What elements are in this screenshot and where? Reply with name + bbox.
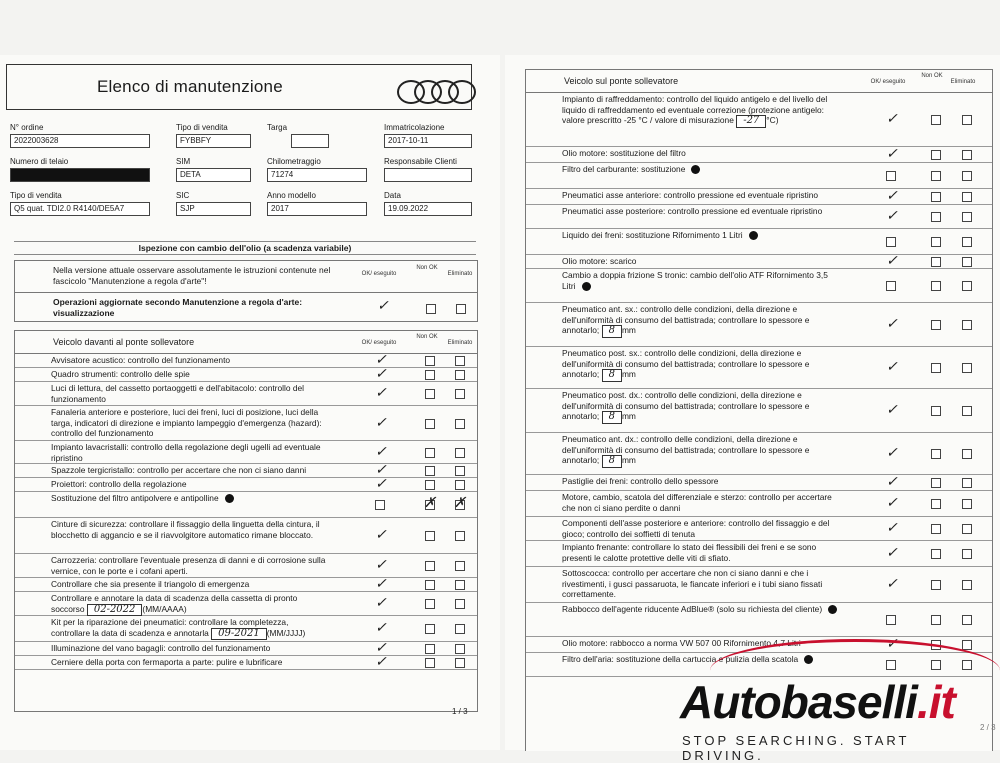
checklist-row <box>526 432 992 475</box>
check-mark: ✓ <box>886 445 898 461</box>
notice-text: Nella versione attuale osservare assolutamente le istruzioni contenute nel fascicolo "Manutenzione a regola d'arte"! <box>53 265 331 286</box>
checklist-row <box>15 577 477 592</box>
checklist-row <box>15 440 477 464</box>
checklist-item-label: Cerniere della porta con fermaporta a parte: pulire e lubrificare <box>51 657 283 667</box>
unit-label: mm <box>621 369 636 379</box>
checkbox[interactable] <box>931 524 941 534</box>
page-title: Elenco di manutenzione <box>97 77 283 96</box>
handwritten-value: 02-2022 <box>87 604 143 617</box>
check-mark: ✓ <box>375 385 387 401</box>
field-order-number: N° ordine 2022003628 <box>10 123 150 148</box>
inspection-bar: Ispezione con cambio dell'olio (a scadenza variabile) <box>14 241 476 255</box>
checkbox[interactable] <box>962 257 972 267</box>
check-mark: ✓ <box>375 527 387 543</box>
bullet-dot-icon <box>691 165 700 174</box>
checkbox[interactable] <box>931 171 941 181</box>
checklist-item-label: Pneumatico ant. sx.: controllo delle condizioni, della direzione e dell'uniformità di consumo del battistrada; controllare lo spessore e annotarlo; 8 mm <box>562 304 810 336</box>
redacted-chassis <box>10 168 150 182</box>
check-mark: ✓ <box>886 576 898 592</box>
checklist-row <box>526 204 992 229</box>
checklist-row <box>15 353 477 368</box>
unit-label: mm <box>621 325 636 335</box>
check-mark: ✓ <box>886 208 898 224</box>
field-plate: Targa <box>267 123 367 148</box>
checklist-row <box>526 92 992 147</box>
checklist-item-label: Liquido dei freni: sostituzione Rifornimento 1 Litri <box>562 230 842 241</box>
col-ok: OK/ eseguito <box>361 271 397 277</box>
checkbox[interactable] <box>455 644 465 654</box>
checklist-item-label: Controllare che sia presente il triangolo di emergenza <box>51 579 250 589</box>
bullet-dot-icon <box>582 282 591 291</box>
handwritten-value: 8 <box>602 455 622 468</box>
check-mark: ✓ <box>375 415 387 431</box>
checklist-row <box>526 162 992 189</box>
checkbox[interactable] <box>456 304 466 314</box>
checkbox[interactable] <box>455 599 465 609</box>
checklist-item-label: Illuminazione del vano bagagli: controllo del funzionamento <box>51 643 271 653</box>
checkbox[interactable] <box>931 237 941 247</box>
field-sale-type: Tipo di vendita FYBBFY <box>176 123 251 148</box>
checklist-item-label: Pneumatico post. dx.: controllo delle condizioni, della direzione e dell'uniformità di consumo del battistrada; controllare lo spessore e annotarlo; 8 mm <box>562 390 810 422</box>
checkbox[interactable] <box>425 356 435 366</box>
front-section-title: Veicolo davanti al ponte sollevatore <box>53 337 195 347</box>
checklist-row <box>15 615 477 642</box>
field-model-year: Anno modello 2017 <box>267 191 367 216</box>
checklist-item-label: Controllare e annotare la data di scadenza della cassetta di pronto soccorso 02-2022 (MM/AAAA) <box>51 593 298 615</box>
checkbox[interactable] <box>931 192 941 202</box>
checkbox[interactable] <box>931 615 941 625</box>
checkbox[interactable] <box>962 499 972 509</box>
handwritten-value: 8 <box>602 325 622 338</box>
check-mark: ✓ <box>375 620 387 636</box>
checklist-row <box>526 388 992 433</box>
checklist-row <box>526 540 992 567</box>
checkbox[interactable] <box>425 580 435 590</box>
checklist-row <box>526 254 992 269</box>
check-mark: ✓ <box>375 476 387 492</box>
checkbox[interactable] <box>962 115 972 125</box>
checklist-row <box>15 553 477 578</box>
bullet-dot-icon <box>749 231 758 240</box>
audi-logo-icon <box>397 80 481 108</box>
checklist-item-label: Impianto frenante: controllare lo stato dei flessibili dei freni e se sono presenti le calotte protettive delle viti di sfiato. <box>562 542 817 563</box>
check-mark: ✓ <box>375 557 387 573</box>
checkbox[interactable] <box>962 281 972 291</box>
notice-box <box>14 260 478 322</box>
page-number: 1 / 3 <box>452 707 468 716</box>
checklist-item-label: Carrozzeria: controllare l'eventuale presenza di danni e di corrosione sulla vernice, con le porte e i cofani aperti. <box>51 555 326 576</box>
checkbox[interactable] <box>886 171 896 181</box>
checkbox[interactable] <box>962 150 972 160</box>
check-mark: ✓ <box>886 188 898 204</box>
checkbox[interactable] <box>886 281 896 291</box>
checkbox[interactable] <box>962 171 972 181</box>
checklist-row <box>526 228 992 255</box>
checklist-row <box>526 602 992 637</box>
check-mark: ✓ <box>375 352 387 368</box>
checkbox[interactable] <box>425 370 435 380</box>
field-mileage: Chilometraggio 71274 <box>267 157 367 182</box>
checklist-item-label: Pneumatico ant. dx.: controllo delle condizioni, della direzione e dell'uniformità di consumo del battistrada; controllare lo spessore e annotarlo; 8 mm <box>562 434 810 466</box>
checkbox[interactable] <box>931 150 941 160</box>
checkbox[interactable] <box>455 580 465 590</box>
checkbox[interactable] <box>425 389 435 399</box>
checklist-item-label: Filtro dell'aria: sostituzione della cartuccia e pulizia della scatola <box>562 654 842 665</box>
check-mark: ✓ <box>886 636 898 652</box>
check-mark: ✓ <box>886 316 898 332</box>
field-model: Tipo di vendita Q5 quat. TDI2.0 R4140/DE5A7 <box>10 191 150 216</box>
checkbox[interactable] <box>455 658 465 668</box>
checkbox[interactable] <box>425 466 435 476</box>
check-mark: ✓ <box>375 462 387 478</box>
checklist-item-label: Cambio a doppia frizione S tronic: cambio dell'olio ATF Rifornimento 3,5 Litri <box>562 270 828 291</box>
checkbox[interactable] <box>455 448 465 458</box>
checkbox[interactable] <box>425 599 435 609</box>
checklist-item-label: Motore, cambio, scatola del differenziale e sterzo: controllo per accertare che non ci siano perdite o danni <box>562 492 832 513</box>
checklist-item-label: Olio motore: rabbocco a norma VW 507 00 Rifornimento 4,7 Litri <box>562 638 801 648</box>
checkbox[interactable] <box>931 281 941 291</box>
checkbox[interactable] <box>425 419 435 429</box>
notice-item: Operazioni aggiornate secondo Manutenzione a regola d'arte: visualizzazione <box>53 297 303 318</box>
checklist-item-label: Impianto di raffreddamento: controllo del liquido antigelo e del livello del liquido di raffreddamento ed eventuale correzione (protezione antigelo: valore prescritto -25 °C / valore di misurazione -27 °C) <box>562 94 828 126</box>
field-date: Data 19.09.2022 <box>384 191 472 216</box>
checkbox[interactable] <box>931 478 941 488</box>
checkbox[interactable] <box>455 370 465 380</box>
checklist-item-label: Kit per la riparazione dei pneumatici: controllare la completezza, controllare la data di scadenza e annotarla 09-2021 (MM/JJJJ) <box>51 617 306 639</box>
checkbox[interactable] <box>931 363 941 373</box>
check-mark: ✓ <box>886 495 898 511</box>
col-eliminato: Eliminato <box>447 271 473 277</box>
field-customer-manager: Responsabile Clienti <box>384 157 472 182</box>
checkbox[interactable] <box>886 615 896 625</box>
check-mark: ✓ <box>375 444 387 460</box>
left-page <box>0 55 500 750</box>
checklist-item-label: Pastiglie dei freni: controllo dello spessore <box>562 476 719 486</box>
checklist-row <box>15 405 477 441</box>
checklist-item-label: Pneumatici asse anteriore: controllo pressione ed eventuale ripristino <box>562 190 819 200</box>
checklist-row <box>526 516 992 541</box>
lift-section-title: Veicolo sul ponte sollevatore <box>564 76 679 86</box>
checkbox[interactable] <box>962 580 972 590</box>
checkbox[interactable] <box>962 320 972 330</box>
page-number: 2 / 3 <box>980 723 996 732</box>
field-sim: SIM DETA <box>176 157 251 182</box>
checkbox[interactable] <box>931 406 941 416</box>
check-mark: ✓ <box>886 545 898 561</box>
checklist-row <box>526 490 992 517</box>
checklist-item-label: Quadro strumenti: controllo delle spie <box>51 369 190 379</box>
check-mark: ✓ <box>886 111 898 127</box>
checkbox[interactable] <box>962 192 972 202</box>
check-mark: ✓ <box>375 576 387 592</box>
checklist-row <box>526 188 992 205</box>
field-registration: Immatricolazione 2017-10-11 <box>384 123 472 148</box>
checkbox[interactable] <box>962 212 972 222</box>
checkbox[interactable] <box>425 644 435 654</box>
checklist-row <box>15 655 477 670</box>
cross-mark: ✗ <box>454 495 466 511</box>
checkbox[interactable] <box>931 212 941 222</box>
bullet-dot-icon <box>225 494 234 503</box>
field-sic: SIC SJP <box>176 191 251 216</box>
checklist-row <box>15 591 477 616</box>
checkbox[interactable] <box>426 304 436 314</box>
unit-label: mm <box>621 455 636 465</box>
front-section <box>14 330 478 712</box>
checkbox[interactable] <box>962 237 972 247</box>
check-mark: ✓ <box>375 366 387 382</box>
checklist-row <box>15 477 477 492</box>
checklist-row <box>526 566 992 603</box>
checklist-row <box>526 146 992 163</box>
checkbox[interactable] <box>962 615 972 625</box>
brand-name: Autobaselli.it <box>680 676 955 728</box>
checklist-item-label: Proiettori: controllo della regolazione <box>51 479 187 489</box>
checkbox[interactable] <box>455 389 465 399</box>
lift-section-header: Veicolo sul ponte sollevatore OK/ eseguito Non OK Eliminato <box>526 70 992 93</box>
unit-label: °C) <box>766 115 779 125</box>
checklist-item-label: Cinture di sicurezza: controllare il fissaggio della linguetta della cintura, il blocchetto di aggancio e se il riavvolgitore automatico rimane bloccato. <box>51 519 320 540</box>
checklist-item-label: Luci di lettura, del cassetto portaoggetti e dell'abitacolo: controllo del funzionamento <box>51 383 305 404</box>
bullet-dot-icon <box>828 605 837 614</box>
checkbox[interactable] <box>425 531 435 541</box>
checkbox[interactable] <box>425 448 435 458</box>
checklist-row <box>526 302 992 347</box>
check-mark: ✓ <box>375 640 387 656</box>
check-mark: ✓ <box>886 474 898 490</box>
checkbox[interactable] <box>455 356 465 366</box>
checkbox[interactable] <box>886 237 896 247</box>
checklist-item-label: Olio motore: scarico <box>562 256 637 266</box>
checklist-item-label: Rabbocco dell'agente riducente AdBlue® (solo su richiesta del cliente) <box>562 604 842 615</box>
check-mark: ✓ <box>886 402 898 418</box>
checkbox[interactable] <box>931 320 941 330</box>
checklist-item-label: Fanaleria anteriore e posteriore, luci dei freni, luci di posizione, luci della targa, indicatori di direzione e impianto lampeggio d'emergenza (hazard): controllo del funzionamento <box>51 407 322 438</box>
checkbox[interactable] <box>455 531 465 541</box>
checklist-row <box>526 346 992 389</box>
checklist-item-label: Componenti dell'asse posteriore e anteriore: controllo del fissaggio e del gioco; controllo dei soffietti di tenuta <box>562 518 830 539</box>
checklist-row <box>15 381 477 406</box>
checkbox[interactable] <box>962 640 972 650</box>
checkbox[interactable] <box>931 549 941 559</box>
checkbox[interactable] <box>375 500 385 510</box>
checkbox[interactable] <box>962 363 972 373</box>
checklist-row <box>526 268 992 303</box>
checkbox[interactable] <box>425 480 435 490</box>
check-mark: ✓ <box>375 595 387 611</box>
checkbox[interactable] <box>455 561 465 571</box>
field-chassis: Numero di telaio <box>10 157 150 182</box>
col-non-ok: Non OK <box>416 265 438 271</box>
checklist-item-label: Sottoscocca: controllo per accertare che non ci siano danni e che i rivestimenti, i gusci passaruota, le fiancate inferiori e i tubi siano fissati correttamente. <box>562 568 823 599</box>
checkbox[interactable] <box>455 624 465 634</box>
title-box <box>6 64 472 110</box>
checklist-row <box>15 517 477 554</box>
check-mark: ✓ <box>377 298 389 314</box>
check-mark: ✓ <box>886 146 898 162</box>
checkbox[interactable] <box>931 499 941 509</box>
front-section-header: Veicolo davanti al ponte sollevatore OK/ eseguito Non OK Eliminato <box>15 331 477 354</box>
check-mark: ✓ <box>886 253 898 269</box>
checklist-item-label: Spazzole tergicristallo: controllo per accertare che non ci siano danni <box>51 465 307 475</box>
checkbox[interactable] <box>962 549 972 559</box>
checkbox[interactable] <box>931 257 941 267</box>
checklist-item-label: Pneumatico post. sx.: controllo delle condizioni, della direzione e dell'uniformità di consumo del battistrada; controllare lo spessore e annotarlo; 8 mm <box>562 348 810 380</box>
checkbox[interactable] <box>455 466 465 476</box>
checkbox[interactable] <box>931 115 941 125</box>
checklist-row <box>15 367 477 382</box>
handwritten-value: 09-2021 <box>211 628 267 641</box>
checkbox[interactable] <box>962 449 972 459</box>
redacted-plate <box>291 134 329 148</box>
checkbox[interactable] <box>962 524 972 534</box>
cross-mark: ✗ <box>424 495 436 511</box>
checklist-item-label: Filtro del carburante: sostituzione <box>562 164 842 175</box>
handwritten-value: 8 <box>602 411 622 424</box>
checkbox[interactable] <box>931 580 941 590</box>
handwritten-value: 8 <box>602 369 622 382</box>
brand-watermark <box>680 675 990 763</box>
check-mark: ✓ <box>886 359 898 375</box>
checkbox[interactable] <box>455 419 465 429</box>
checklist-row <box>15 641 477 656</box>
checkbox[interactable] <box>931 449 941 459</box>
checkbox[interactable] <box>962 406 972 416</box>
checklist-row <box>15 491 477 518</box>
checklist-item-label: Avvisatore acustico: controllo del funzionamento <box>51 355 231 365</box>
check-mark: ✓ <box>375 654 387 670</box>
checkbox[interactable] <box>425 658 435 668</box>
checkbox[interactable] <box>425 624 435 634</box>
check-mark: ✓ <box>886 520 898 536</box>
checklist-item-label: Impianto lavacristalli: controllo della regolazione degli ugelli ad eventuale ripristino <box>51 442 321 463</box>
checkbox[interactable] <box>962 478 972 488</box>
brand-slogan: STOP SEARCHING. START DRIVING. <box>682 733 910 763</box>
unit-label: (MM/AAAA) <box>142 603 187 614</box>
checklist-item-label: Pneumatici asse posteriore: controllo pressione ed eventuale ripristino <box>562 206 823 216</box>
checklist-row <box>526 474 992 491</box>
checkbox[interactable] <box>455 480 465 490</box>
checklist-item-label: Sostituzione del filtro antipolvere e antipolline <box>51 493 327 504</box>
checklist-item-label: Olio motore: sostituzione del filtro <box>562 148 686 158</box>
checkbox[interactable] <box>425 561 435 571</box>
handwritten-value: -27 <box>736 115 766 128</box>
unit-label: mm <box>621 411 636 421</box>
unit-label: (MM/JJJJ) <box>266 627 306 638</box>
checklist-row <box>15 463 477 478</box>
